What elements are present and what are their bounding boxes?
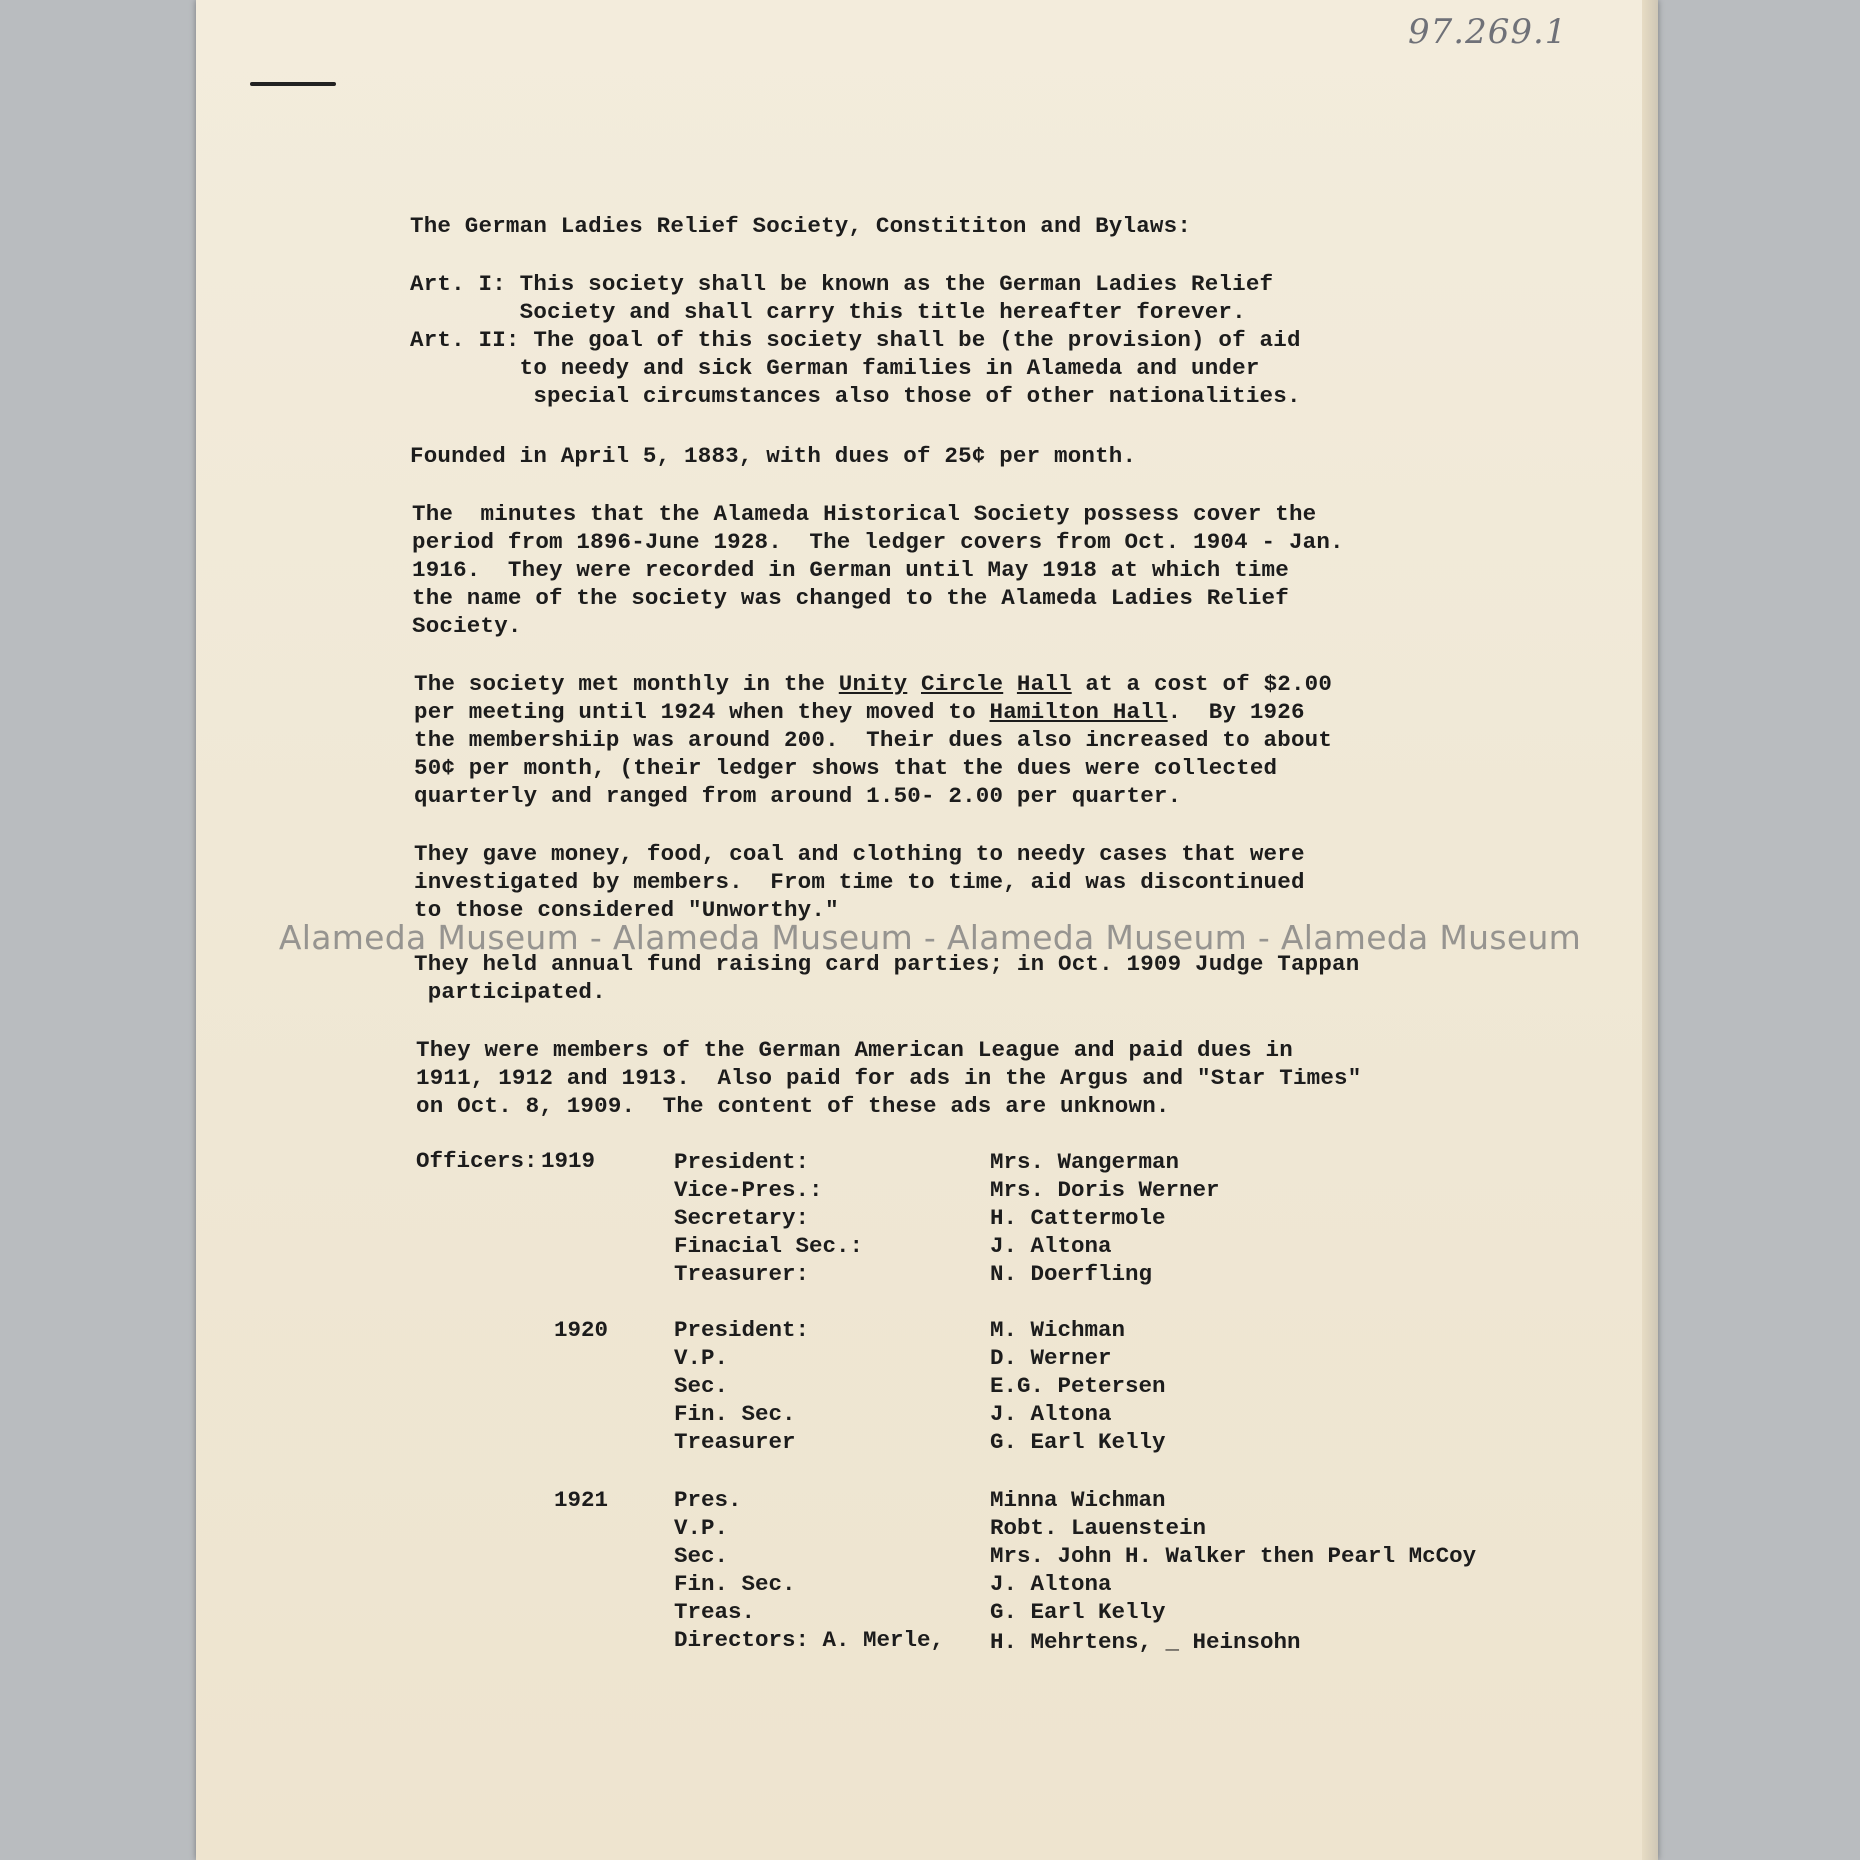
directors-names: H. Mehrtens, _ Heinsohn bbox=[990, 1629, 1301, 1655]
directors-label: Directors: A. Merle, bbox=[674, 1627, 945, 1653]
minutes-line: Society. bbox=[412, 613, 522, 639]
officer-name: H. Cattermole bbox=[990, 1205, 1166, 1231]
article-2-line-3: special circumstances also those of other nationalities. bbox=[410, 383, 1301, 409]
fundraising-line: They held annual fund raising card parties; in Oct. 1909 Judge Tappan bbox=[414, 951, 1360, 977]
officer-role: President: bbox=[674, 1149, 810, 1175]
officer-name: D. Werner bbox=[990, 1345, 1112, 1371]
meetings-line-2 bbox=[414, 698, 1305, 727]
article-2-line-2: to needy and sick German families in Alameda and under bbox=[410, 355, 1260, 381]
officers-year-1920: 1920 bbox=[554, 1317, 609, 1343]
officer-role: Fin. Sec. bbox=[674, 1571, 796, 1597]
league-line: on Oct. 8, 1909. The content of these ads are unknown. bbox=[416, 1093, 1170, 1119]
aid-line: to those considered "Unworthy." bbox=[414, 897, 839, 923]
meetings-text: The society met monthly in the bbox=[414, 671, 839, 697]
officer-name: Mrs. Doris Werner bbox=[990, 1177, 1220, 1203]
officer-name: J. Altona bbox=[990, 1233, 1112, 1259]
officers-year-1919: 1919 bbox=[541, 1148, 596, 1174]
officer-name: G. Earl Kelly bbox=[990, 1429, 1166, 1455]
document-title: The German Ladies Relief Society, Constititon and Bylaws: bbox=[410, 213, 1192, 239]
underlined-circle: Circle bbox=[921, 671, 1004, 697]
minutes-line: 1916. They were recorded in German until May 1918 at which time bbox=[412, 557, 1289, 583]
officer-name: M. Wichman bbox=[990, 1317, 1126, 1343]
officers-label: Officers: bbox=[416, 1148, 538, 1174]
minutes-line: the name of the society was changed to the Alameda Ladies Relief bbox=[412, 585, 1289, 611]
officer-role: Pres. bbox=[674, 1487, 742, 1513]
meetings-text: per meeting until 1924 when they moved to bbox=[414, 699, 990, 725]
officer-role: Treasurer bbox=[674, 1429, 796, 1455]
fundraising-line: participated. bbox=[414, 979, 606, 1005]
officer-name: G. Earl Kelly bbox=[990, 1599, 1166, 1625]
museum-watermark: Alameda Museum - Alameda Museum - Alameda Museum - Alameda Museum bbox=[278, 918, 1582, 957]
officer-name: Mrs. John H. Walker then Pearl McCoy bbox=[990, 1543, 1477, 1569]
officer-role: Sec. bbox=[674, 1543, 729, 1569]
officer-name: E.G. Petersen bbox=[990, 1373, 1166, 1399]
officer-role: Secretary: bbox=[674, 1205, 810, 1231]
league-line: They were members of the German American League and paid dues in bbox=[416, 1037, 1293, 1063]
meetings-line-5: quarterly and ranged from around 1.50- 2.00 per quarter. bbox=[414, 783, 1182, 809]
officer-role: V.P. bbox=[674, 1515, 729, 1541]
underlined-unity: Unity bbox=[838, 671, 908, 697]
officer-name: J. Altona bbox=[990, 1571, 1112, 1597]
meetings-line-4: 50¢ per month, (their ledger shows that the dues were collected bbox=[414, 755, 1278, 781]
minutes-line: The minutes that the Alameda Historical Society possess cover the bbox=[412, 501, 1317, 527]
officer-role: V.P. bbox=[674, 1345, 729, 1371]
meetings-line-3: the membershiip was around 200. Their dues also increased to about bbox=[414, 727, 1333, 753]
officer-role: Treasurer: bbox=[674, 1261, 810, 1287]
officers-year-1921: 1921 bbox=[554, 1487, 609, 1513]
meetings-text: at a cost of $2.00 bbox=[1071, 671, 1333, 697]
article-1-line-1: Art. I: This society shall be known as the German Ladies Relief bbox=[410, 271, 1274, 297]
officer-name: N. Doerfling bbox=[990, 1261, 1153, 1287]
accession-number: 97.269.1 bbox=[1408, 12, 1568, 52]
officer-name: Robt. Lauenstein bbox=[990, 1515, 1207, 1541]
officer-role: Finacial Sec.: bbox=[674, 1233, 864, 1259]
article-1-line-2: Society and shall carry this title hereafter forever. bbox=[410, 299, 1246, 325]
officer-name: Mrs. Wangerman bbox=[990, 1149, 1180, 1175]
league-line: 1911, 1912 and 1913. Also paid for ads in the Argus and "Star Times" bbox=[416, 1065, 1362, 1091]
underlined-hamilton-hall: Hamilton Hall bbox=[989, 699, 1168, 725]
aid-line: They gave money, food, coal and clothing to needy cases that were bbox=[414, 841, 1305, 867]
officer-name: J. Altona bbox=[990, 1401, 1112, 1427]
founded-line: Founded in April 5, 1883, with dues of 25¢ per month. bbox=[410, 443, 1137, 469]
officer-role: Fin. Sec. bbox=[674, 1401, 796, 1427]
meetings-line-1 bbox=[414, 670, 1332, 699]
officer-role: Treas. bbox=[674, 1599, 756, 1625]
minutes-line: period from 1896-June 1928. The ledger covers from Oct. 1904 - Jan. bbox=[412, 529, 1344, 555]
officer-role: President: bbox=[674, 1317, 810, 1343]
officer-name: Minna Wichman bbox=[990, 1487, 1166, 1513]
officer-role: Sec. bbox=[674, 1373, 729, 1399]
aid-line: investigated by members. From time to time, aid was discontinued bbox=[414, 869, 1305, 895]
underlined-hall: Hall bbox=[1016, 671, 1072, 697]
officer-role: Vice-Pres.: bbox=[674, 1177, 823, 1203]
meetings-text: . By 1926 bbox=[1167, 699, 1305, 725]
article-2-line-1: Art. II: The goal of this society shall be (the provision) of aid bbox=[410, 327, 1301, 353]
pen-dash-mark bbox=[250, 82, 336, 86]
